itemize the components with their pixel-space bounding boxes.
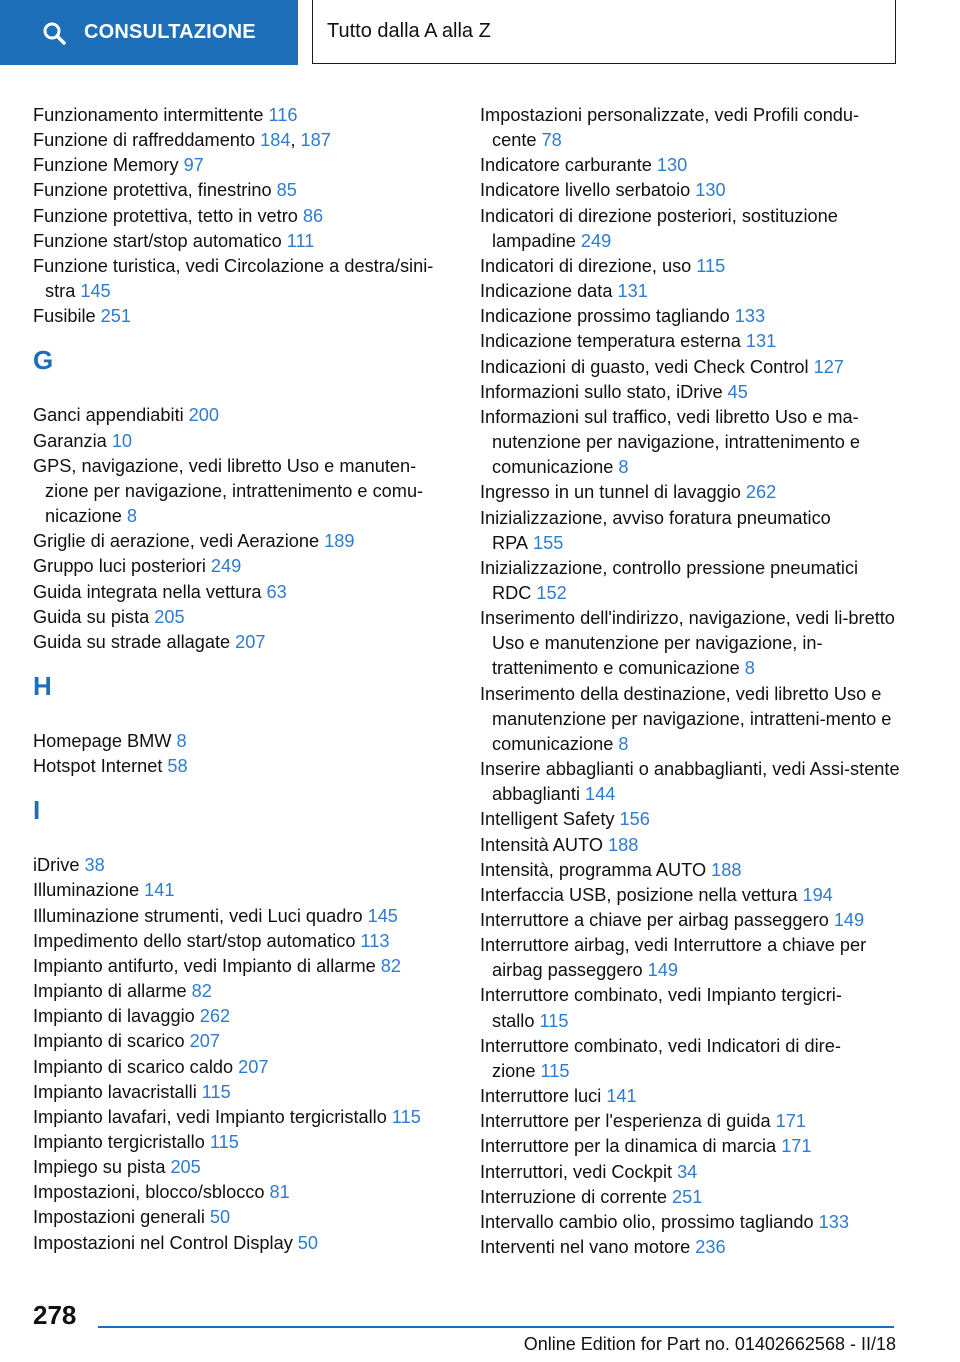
index-entry-text: Gruppo luci posteriori	[33, 556, 206, 577]
index-entry	[480, 757, 900, 807]
page-link[interactable]: 207	[235, 631, 266, 652]
index-entry-text: Funzione protettiva, finestrino	[33, 180, 272, 201]
page-link[interactable]: 251	[100, 306, 132, 327]
index-entry	[33, 1080, 453, 1105]
page-separator: ,	[290, 130, 296, 151]
index-entry-text: Intensità, programma AUTO	[480, 859, 707, 880]
index-entry	[480, 983, 900, 1033]
page-link[interactable]: 82	[380, 955, 401, 976]
index-entry-text: Garanzia	[33, 430, 107, 451]
index-column-left	[33, 103, 453, 1256]
index-entry	[480, 1160, 900, 1185]
page-link[interactable]: 97	[183, 155, 204, 176]
page-link[interactable]: 115	[539, 1010, 569, 1031]
index-entry-text: Intelligent Safety	[480, 809, 615, 830]
page-link[interactable]: 189	[324, 531, 355, 552]
index-column-right	[480, 103, 900, 1260]
index-entry-text: Ganci appendiabiti	[33, 405, 184, 426]
page-link[interactable]: 85	[276, 180, 297, 201]
index-entry-text: Interruttore combinato, vedi Impianto tergicri-stallo	[480, 985, 842, 1031]
index-entry	[480, 329, 900, 354]
page-link[interactable]: 8	[126, 506, 137, 527]
index-entry	[480, 833, 900, 858]
index-entry-text: Impianto di lavaggio	[33, 1006, 195, 1027]
index-entry	[480, 254, 900, 279]
index-entry-text: Impostazioni personalizzate, vedi Profili condu-cente	[480, 105, 860, 151]
index-entry-text: Inserimento della destinazione, vedi libretto Uso e manutenzione per navigazione, intratteni-mento e comunicazione	[480, 683, 892, 754]
page-link[interactable]: 149	[647, 960, 679, 981]
index-entry-text: Guida su pista	[33, 606, 150, 627]
page-link[interactable]: 115	[391, 1106, 421, 1127]
index-entry	[480, 1210, 900, 1235]
index-entry-text: Impostazioni nel Control Display	[33, 1232, 293, 1253]
page-link[interactable]: 127	[813, 356, 844, 377]
index-entry	[480, 883, 900, 908]
page-link[interactable]: 131	[745, 331, 777, 352]
page-link[interactable]: 145	[80, 281, 111, 302]
page-link[interactable]: 141	[144, 880, 175, 901]
index-entry-text: Interruttore combinato, vedi Indicatori di dire-zione	[480, 1035, 841, 1081]
index-entry-text: Illuminazione strumenti, vedi Luci quadro	[33, 905, 363, 926]
page-link[interactable]: 38	[84, 855, 105, 876]
index-entry-text: GPS, navigazione, vedi libretto Uso e manuten-zione per navigazione, intrattenimento e comu-nicazione	[33, 455, 424, 527]
page-link[interactable]: 207	[189, 1031, 220, 1052]
index-entry-text: Hotspot Internet	[33, 756, 163, 777]
index-entry	[33, 454, 453, 529]
page-link[interactable]: 130	[656, 155, 688, 176]
index-entry	[480, 506, 900, 556]
index-entry-text: Funzionamento intermittente	[33, 105, 264, 125]
page-number: 278	[33, 1300, 77, 1330]
page-link[interactable]: 141	[606, 1086, 637, 1107]
index-entry-text: Indicatori di direzione, uso	[480, 255, 692, 276]
index-entry-text: Guida integrata nella vettura	[33, 581, 262, 602]
chapter-title-box	[312, 0, 896, 64]
index-entry-text: Interventi nel vano motore	[480, 1237, 691, 1258]
index-letter-heading: I	[33, 795, 41, 826]
index-entry	[480, 1034, 900, 1084]
page-link[interactable]: 200	[188, 405, 220, 426]
index-entry	[33, 554, 453, 579]
page-link[interactable]: 111	[286, 230, 315, 251]
index-entry	[33, 929, 453, 954]
index-entry-text: Fusibile	[33, 306, 96, 327]
index-entry	[33, 1055, 453, 1080]
index-entry	[33, 1180, 453, 1205]
index-entry	[480, 304, 900, 329]
index-entry-text: Homepage BMW	[33, 730, 172, 751]
page-link[interactable]: 249	[210, 556, 242, 577]
index-entry	[33, 304, 453, 329]
index-entry-text: Informazioni sul traffico, vedi libretto Uso e ma-nutenzione per navigazione, intrattenimento e comunicazione	[480, 406, 861, 478]
index-entry-text: Interruttore per la dinamica di marcia	[480, 1136, 777, 1157]
index-entry	[33, 878, 453, 903]
page-link[interactable]: 262	[745, 482, 777, 503]
index-entry-text: Informazioni sullo stato, iDrive	[480, 381, 723, 402]
page-link[interactable]: 113	[360, 930, 390, 951]
page-link[interactable]: 8	[618, 733, 629, 754]
page-link[interactable]: 81	[269, 1182, 290, 1203]
page-link[interactable]: 249	[580, 230, 612, 251]
page-link[interactable]: 133	[818, 1211, 849, 1232]
page-link[interactable]: 45	[727, 381, 748, 402]
index-entry-text: Impianto tergicristallo	[33, 1132, 205, 1152]
index-entry-text: Inizializzazione, avviso foratura pneumatico RPA	[480, 507, 831, 553]
index-entry	[480, 682, 900, 757]
index-letter-heading: G	[33, 345, 54, 376]
index-entry	[33, 429, 453, 454]
page-link[interactable]: 205	[170, 1157, 201, 1178]
index-entry-text: Interfaccia USB, posizione nella vettura	[480, 884, 798, 905]
index-entry	[33, 1029, 453, 1054]
index-entry-text: Impianto lavacristalli	[33, 1081, 197, 1102]
index-entry	[480, 933, 900, 983]
index-entry-text: Inserire abbaglianti o anabbaglianti, vedi Assi-stente abbaglianti	[480, 759, 900, 805]
page-link[interactable]: 152	[536, 582, 567, 603]
index-entry	[33, 754, 453, 779]
page-link[interactable]: 8	[618, 457, 629, 478]
page-link[interactable]: 131	[617, 281, 648, 302]
page-link[interactable]: 34	[677, 1161, 698, 1182]
page-link[interactable]: 63	[266, 581, 287, 602]
index-entry	[33, 580, 453, 605]
index-entry	[33, 178, 453, 203]
index-entry	[33, 204, 453, 229]
index-entry-text: Impiego su pista	[33, 1157, 166, 1178]
index-entry	[33, 853, 453, 878]
page-link[interactable]: 188	[711, 859, 742, 880]
index-entry	[33, 605, 453, 630]
index-entry	[480, 556, 900, 606]
section-label: CONSULTAZIONE	[84, 21, 256, 43]
index-entry	[480, 279, 900, 304]
index-entry-text: Impianto di scarico	[33, 1031, 185, 1052]
edition-note: Online Edition for Part no. 01402662568 - II/18	[523, 1334, 896, 1354]
index-entry-text: Funzione di raffreddamento	[33, 130, 256, 151]
index-entry	[480, 178, 900, 203]
index-entry-text: Indicatore carburante	[480, 155, 652, 176]
page-link[interactable]: 115	[696, 255, 726, 276]
page-link[interactable]: 156	[619, 809, 650, 830]
index-entry-text: Interruttore luci	[480, 1086, 602, 1107]
index-entry	[33, 1205, 453, 1230]
index-entry-text: Illuminazione	[33, 880, 140, 901]
page-link[interactable]: 144	[584, 784, 616, 805]
index-entry-text: Inserimento dell'indirizzo, navigazione, vedi li-bretto Uso e manutenzione per navigazione, in-trattenimento e comunicazione	[480, 608, 895, 679]
index-entry	[480, 204, 900, 254]
index-entry	[33, 1130, 453, 1155]
index-entry-text: Impostazioni generali	[33, 1207, 205, 1228]
index-entry-text: Impianto di scarico caldo	[33, 1056, 234, 1077]
index-entry	[480, 1185, 900, 1210]
index-entry-text: Funzione turistica, vedi Circolazione a destra/sini-stra	[33, 255, 434, 302]
index-entry-text: Intensità AUTO	[480, 834, 603, 855]
page-link[interactable]: 251	[672, 1186, 703, 1207]
page-link[interactable]: 58	[167, 756, 188, 777]
index-entry-text: Intervallo cambio olio, prossimo tagliando	[480, 1211, 814, 1232]
index-entry	[33, 254, 453, 304]
index-entry	[480, 103, 900, 153]
index-entry	[480, 153, 900, 178]
index-entry	[33, 229, 453, 254]
page-link[interactable]: 115	[209, 1132, 239, 1152]
page-link[interactable]: 50	[209, 1207, 231, 1228]
chapter-title: Tutto dalla A alla Z	[327, 20, 491, 42]
page-link[interactable]: 171	[781, 1136, 812, 1157]
index-entry	[33, 630, 453, 655]
index-entry-text: Impianto di allarme	[33, 981, 187, 1002]
page-link[interactable]: 207	[238, 1056, 269, 1077]
index-entry	[33, 153, 453, 178]
index-entry-text: Indicazione data	[480, 281, 613, 302]
index-entry-text: Impedimento dello start/stop automatico	[33, 930, 356, 951]
index-entry	[33, 529, 453, 554]
index-entry-text: Funzione protettiva, tetto in vetro	[33, 205, 298, 226]
index-entry-text: Impianto antifurto, vedi Impianto di allarme	[33, 955, 376, 976]
index-entry	[33, 1105, 453, 1130]
index-entry	[480, 480, 900, 505]
index-entry-text: Griglie di aerazione, vedi Aerazione	[33, 531, 320, 552]
page-link[interactable]: 262	[199, 1006, 231, 1027]
page-link[interactable]: 78	[541, 130, 562, 151]
page-link[interactable]: 82	[191, 981, 212, 1002]
index-entry-text: Impianto lavafari, vedi Impianto tergicristallo	[33, 1106, 387, 1127]
index-entry	[480, 1084, 900, 1109]
page-link[interactable]: 86	[302, 205, 324, 226]
index-entry	[480, 606, 900, 681]
page-link[interactable]: 115	[540, 1060, 570, 1081]
page-link[interactable]: 115	[201, 1081, 231, 1102]
index-entry-text: Indicazione prossimo tagliando	[480, 306, 730, 327]
page-link[interactable]: 8	[744, 658, 755, 679]
section-tab[interactable]	[0, 0, 298, 65]
index-entry	[33, 729, 453, 754]
index-entry-text: Funzione start/stop automatico	[33, 230, 282, 251]
index-entry-text: Interruzione di corrente	[480, 1186, 668, 1207]
index-entry	[33, 403, 453, 428]
page-link[interactable]: 8	[176, 730, 187, 751]
page-link[interactable]: 194	[802, 884, 833, 905]
page-link[interactable]: 116	[268, 105, 298, 125]
index-entry	[480, 355, 900, 380]
index-entry	[480, 1235, 900, 1260]
index-entry-text: Interruttore a chiave per airbag passeggero	[480, 910, 829, 930]
page-link[interactable]: 171	[775, 1111, 806, 1132]
index-entry	[480, 1134, 900, 1159]
page-link[interactable]: 130	[695, 180, 726, 201]
index-entry	[33, 904, 453, 929]
index-entry	[33, 103, 453, 128]
page-link[interactable]: 145	[367, 905, 398, 926]
index-entry	[480, 908, 900, 933]
index-letter-heading: H	[33, 670, 52, 701]
index-entry	[33, 1155, 453, 1180]
page-link[interactable]: 184	[260, 130, 291, 151]
index-entry	[480, 807, 900, 832]
page-link[interactable]: 149	[833, 910, 865, 930]
page-link[interactable]: 236	[695, 1237, 726, 1258]
page-link[interactable]: 50	[297, 1232, 319, 1253]
index-entry	[33, 1004, 453, 1029]
page-link[interactable]: 205	[154, 606, 185, 627]
page-link[interactable]: 187	[300, 130, 331, 151]
index-entry-text: Ingresso in un tunnel di lavaggio	[480, 482, 741, 503]
index-entry-text: Indicazione temperatura esterna	[480, 331, 741, 352]
index-entry	[480, 405, 900, 480]
index-entry-text: Funzione Memory	[33, 155, 179, 176]
index-entry	[480, 1109, 900, 1134]
index-entry-text: Interruttore airbag, vedi Interruttore a chiave per airbag passeggero	[480, 935, 867, 981]
page-link[interactable]: 188	[608, 834, 639, 855]
index-entry-text: Inizializzazione, controllo pressione pneumatici RDC	[480, 557, 859, 603]
index-entry-text: Indicatore livello serbatoio	[480, 180, 691, 201]
index-entry-text: Interruttore per l'esperienza di guida	[480, 1111, 771, 1132]
index-entry	[33, 954, 453, 979]
index-entry-text: iDrive	[33, 855, 80, 876]
index-entry	[480, 380, 900, 405]
footer-divider	[98, 1326, 894, 1328]
page-link[interactable]: 155	[533, 532, 564, 553]
index-entry	[33, 979, 453, 1004]
index-entry-text: Guida su strade allagate	[33, 631, 231, 652]
index-entry	[33, 1231, 453, 1256]
index-entry-text: Interruttori, vedi Cockpit	[480, 1161, 673, 1182]
index-entry-text: Impostazioni, blocco/sblocco	[33, 1182, 265, 1203]
index-entry	[33, 128, 453, 153]
index-entry-text: Indicatori di direzione posteriori, sostituzione lampadine	[480, 205, 838, 251]
page-link[interactable]: 10	[111, 430, 133, 451]
index-entry-text: Indicazioni di guasto, vedi Check Control	[480, 356, 809, 377]
page-link[interactable]: 133	[734, 306, 766, 327]
search-icon	[42, 21, 66, 45]
index-entry	[480, 858, 900, 883]
